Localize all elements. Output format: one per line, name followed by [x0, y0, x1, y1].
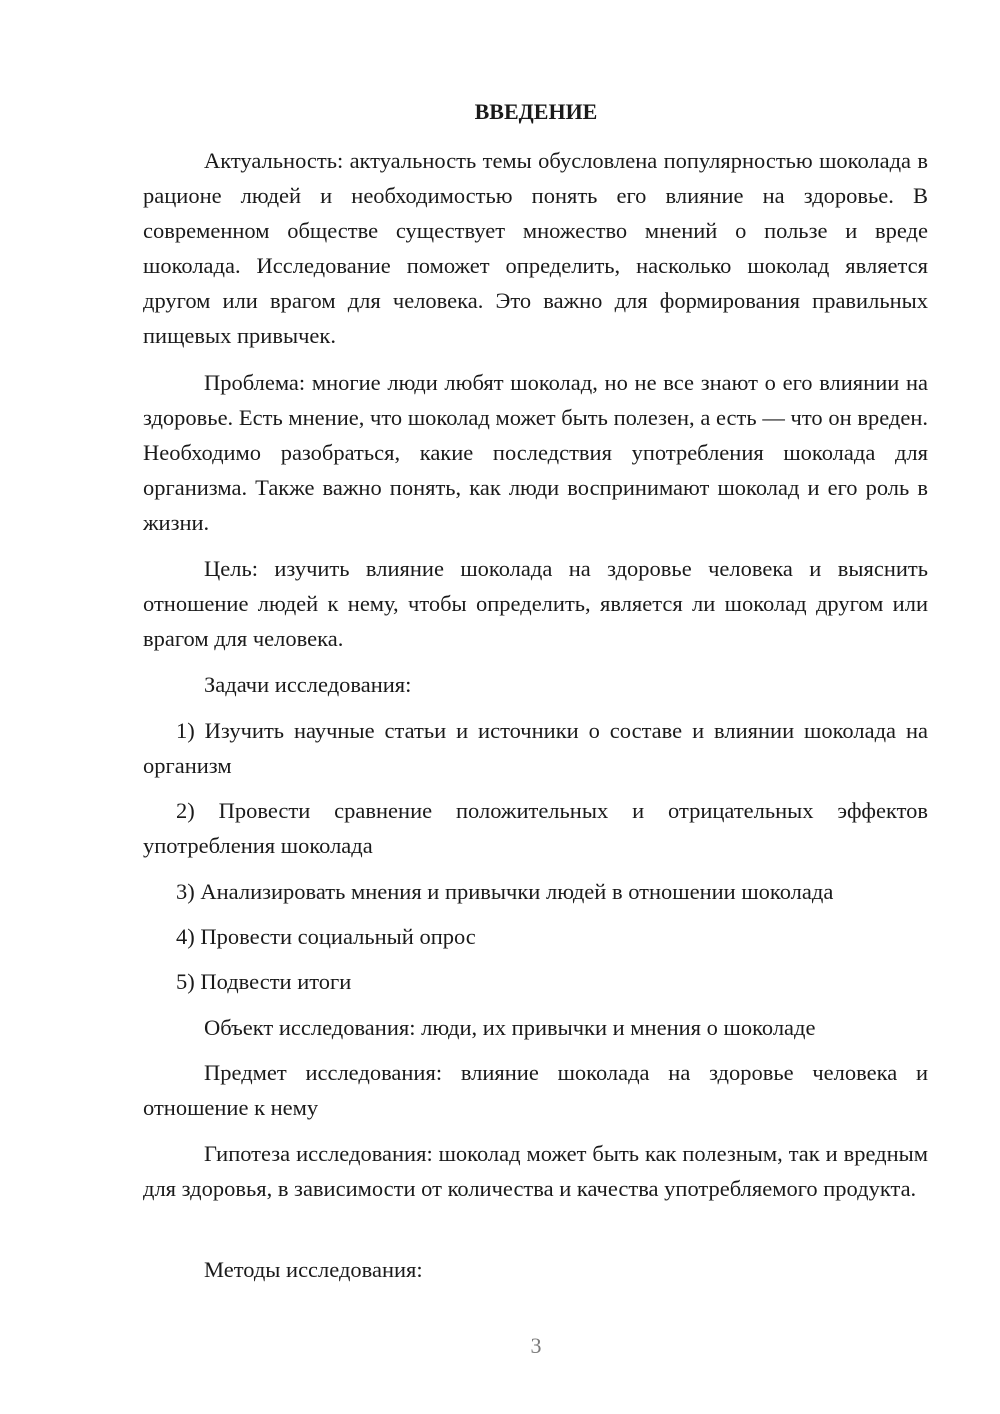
- object-paragraph: Объект исследования: люди, их привычки и мнения о шоколаде: [204, 1015, 816, 1040]
- task-item: 1) Изучить научные статьи и источники о составе и влиянии шоколада на организм: [143, 718, 928, 778]
- hypothesis-paragraph: Гипотеза исследования: шоколад может быть как полезным, так и вредным для здоровья, в зависимости от количества и качества употребляемого продукта.: [143, 1141, 928, 1201]
- methods-heading: Методы исследования:: [204, 1257, 423, 1282]
- goal-paragraph: Цель: изучить влияние шоколада на здоровье человека и выяснить отношение людей к нему, чтобы определить, является ли шоколад другом или врагом для человека.: [143, 556, 928, 651]
- page-number: 3: [530, 1333, 542, 1358]
- task-item: 5) Подвести итоги: [176, 969, 352, 994]
- relevance-paragraph: Актуальность: актуальность темы обусловлена популярностью шоколада в рационе людей и необходимостью понять его влияние на здоровье. В современном обществе существует множество мнений о пользе и вреде шоколада. Исследование поможет определить, насколько шоколад является другом или врагом для человека. Это важно для формирования правильных пищевых привычек.: [143, 148, 928, 348]
- subject-paragraph: Предмет исследования: влияние шоколада на здоровье человека и отношение к нему: [143, 1060, 928, 1120]
- problem-paragraph: Проблема: многие люди любят шоколад, но не все знают о его влиянии на здоровье. Есть мнение, что шоколад может быть полезен, а есть — что он вреден. Необходимо разобраться, какие последствия употребления шоколада для организма. Также важно понять, как люди воспринимают шоколад и его роль в жизни.: [143, 370, 928, 535]
- task-item: 2) Провести сравнение положительных и отрицательных эффектов употребления шоколада: [143, 798, 928, 858]
- task-item: 3) Анализировать мнения и привычки людей в отношении шоколада: [176, 879, 834, 904]
- page-title: ВВЕДЕНИЕ: [474, 99, 598, 124]
- task-item: 4) Провести социальный опрос: [176, 924, 476, 949]
- tasks-heading: Задачи исследования:: [204, 672, 412, 697]
